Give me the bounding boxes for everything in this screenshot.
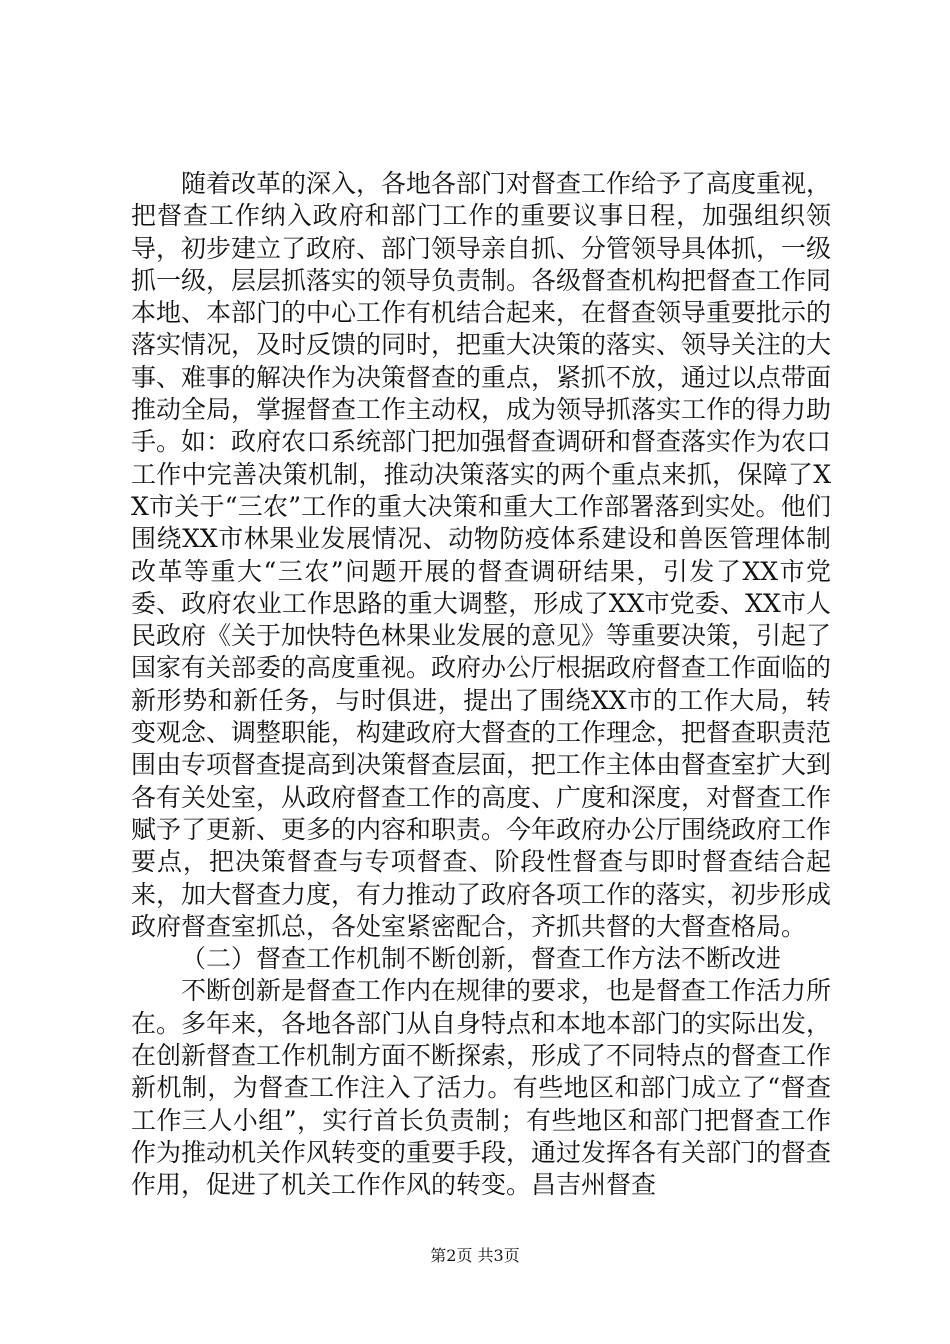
paragraph-2: 不断创新是督查工作内在规律的要求，也是督查工作活力所在。多年来，各地各部门从自身特点和本地本部门的实际出发，在创新督查工作机制方面不断探索，形成了不同特点的督查工作新机制，为督查工作注入了活力。有些地区和部门成立了“督查工作三人小组”，实行首长负责制；有些地区和部门把督查工作作为推动机关作风转变的重要手段，通过发挥各有关部门的督查作用，促进了机关工作作风的转变。昌吉州督查 xyxy=(131,976,832,1200)
page-number: 第2页 共3页 xyxy=(430,1246,520,1265)
paragraph-1: 随着改革的深入，各地各部门对督查工作给予了高度重视，把督查工作纳入政府和部门工作的重要议事日程，加强组织领导，初步建立了政府、部门领导亲自抓、分管领导具体抓，一级抓一级，层层抓落实的领导负责制。各级督查机构把督查工作同本地、本部门的中心工作有机结合起来，在督查领导重要批示的落实情况，及时反馈的同时，把重大决策的落实、领导关注的大事、难事的解决作为决策督查的重点，紧抓不放，通过以点带面推动全局，掌握督查工作主动权，成为领导抓落实工作的得力助手。如：政府农口系统部门把加强督查调研和督查落实作为农口工作中完善决策机制，推动决策落实的两个重点来抓，保障了XX市关于“三农”工作的重大决策和重大工作部署落到实处。他们围绕XX市林果业发展情况、动物防疫体系建设和兽医管理体制改革等重大“三农”问题开展的督查调研结果，引发了XX市党委、政府农业工作思路的重大调整，形成了XX市党委、XX市人民政府《关于加快特色林果业发展的意见》等重要决策，引起了国家有关部委的高度重视。政府办公厅根据政府督查工作面临的新形势和新任务，与时俱进，提出了围绕XX市的工作大局，转变观念、调整职能，构建政府大督查的工作理念，把督查职责范围由专项督查提高到决策督查层面，把工作主体由督查室扩大到各有关处室，从政府督查工作的高度、广度和深度，对督查工作赋予了更新、更多的内容和职责。今年政府办公厅围绕政府工作要点，把决策督查与专项督查、阶段性督查与即时督查结合起来，加大督查力度，有力推动了政府各项工作的落实，初步形成政府督查室抓总，各处室紧密配合，齐抓共督的大督查格局。 xyxy=(131,169,832,941)
section-heading: （二）督查工作机制不断创新，督查工作方法不断改进 xyxy=(181,944,782,974)
document-body xyxy=(131,168,831,1202)
